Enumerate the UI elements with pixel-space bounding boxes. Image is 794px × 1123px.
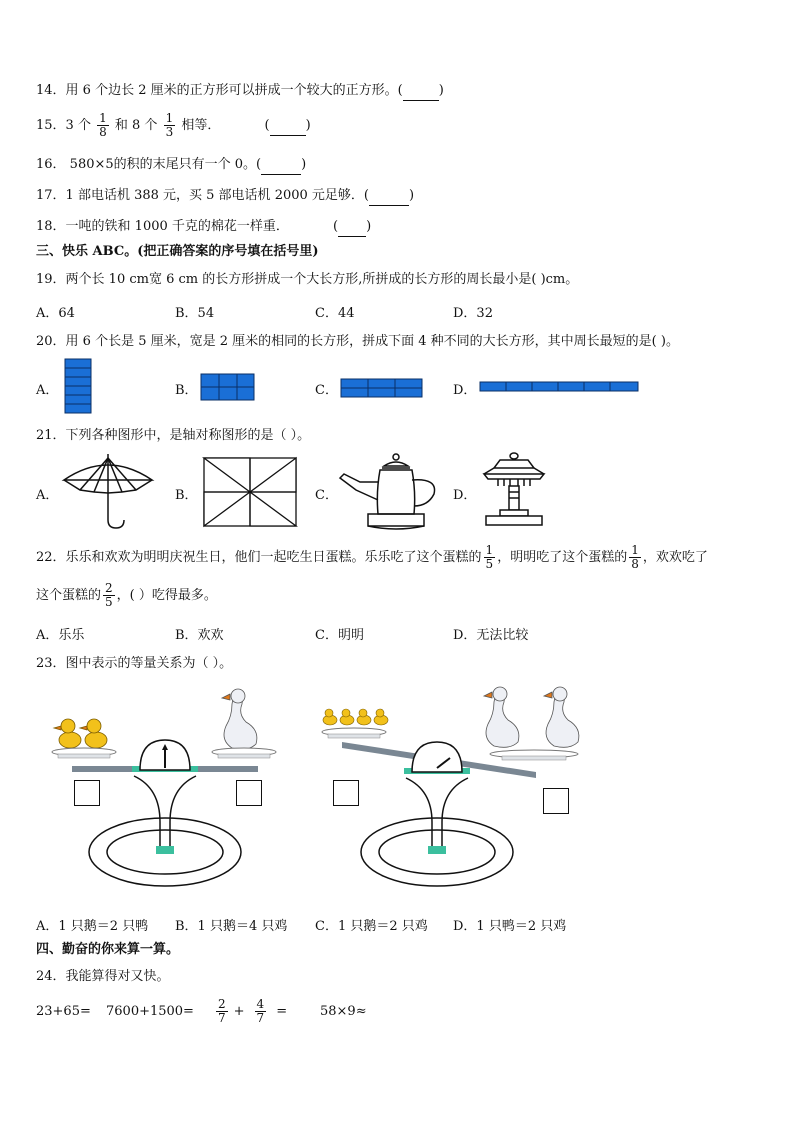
geese-group [484, 687, 579, 747]
q19-option-b[interactable]: B．54 [175, 306, 215, 321]
q21-option-a[interactable]: A． [36, 488, 59, 503]
fraction-1-3: $\frac{1}{3}$ [165, 111, 174, 139]
rectangle-arrangement-b [200, 373, 256, 403]
q23-option-a[interactable]: A．1 只鹅＝2 只鸭 [36, 919, 149, 934]
fraction-4-7: $\frac{4}{7}$ [256, 997, 265, 1025]
q22-option-d[interactable]: D．无法比较 [453, 628, 529, 643]
question-14: 14．用 6 个边长 2 厘米的正方形可以拼成一个较大的正方形。( ) [36, 82, 444, 101]
q20-option-b[interactable]: B． [175, 383, 198, 398]
pinwheel-figure [202, 456, 298, 528]
answer-blank-14[interactable] [403, 82, 439, 101]
q22-option-b[interactable]: B．欢欢 [175, 628, 224, 643]
q21-option-b[interactable]: B． [175, 488, 198, 503]
rectangle-arrangement-c [340, 378, 424, 400]
question-20: 20．用 6 个长是 5 厘米，宽是 2 厘米的相同的长方形，拼成下面 4 种不同的大长方形，其中周长最短的是( )。 [36, 334, 679, 349]
q19-option-d[interactable]: D．32 [453, 306, 493, 321]
scale-left-box-right[interactable] [236, 780, 262, 806]
q22-option-a[interactable]: A．乐乐 [36, 628, 85, 643]
fraction-1-8-b: $\frac{1}{8}$ [631, 543, 639, 571]
question-17: 17．1 部电话机 388 元，买 5 部电话机 2000 元足够．( ) [36, 187, 414, 206]
q20-option-c[interactable]: C． [315, 383, 338, 398]
teapot-figure [338, 452, 442, 530]
scale-right-box-right[interactable] [543, 788, 569, 814]
answer-blank-18[interactable] [338, 218, 366, 237]
q23-option-b[interactable]: B．1 只鹅＝4 只鸡 [175, 919, 288, 934]
fraction-1-5: $\frac{1}{5}$ [485, 543, 494, 571]
fraction-1-8: $\frac{1}{8}$ [99, 111, 107, 139]
question-21: 21．下列各种图形中，是轴对称图形的是（ ）。 [36, 428, 311, 443]
q23-option-d[interactable]: D．1 只鸭＝2 只鸡 [453, 919, 567, 934]
calc-expression-2: 7600+1500= [106, 1004, 194, 1019]
fraction-2-7: $\frac{2}{7}$ [218, 997, 226, 1025]
q21-option-d[interactable]: D． [453, 488, 477, 503]
q21-option-c[interactable]: C． [315, 488, 338, 503]
question-19: 19．两个长 10 cm宽 6 cm 的长方形拼成一个大长方形,所拼成的长方形的周长最小是( )cm。 [36, 272, 579, 287]
q23-option-c[interactable]: C．1 只鹅＝2 只鸡 [315, 919, 428, 934]
calc-expression-3: $\frac{2}{7}$ + $\frac{4}{7}$ = [218, 997, 288, 1025]
goose-figure [222, 689, 257, 754]
scale-right-box-left[interactable] [333, 780, 359, 806]
q20-option-a[interactable]: A． [36, 383, 59, 398]
question-22-line-1: 22．乐乐和欢欢为明明庆祝生日，他们一起吃生日蛋糕。乐乐吃了这个蛋糕的 $\frac{1}{5}$ ，明明吃了这个蛋糕的 $\frac{1}{8}$ ，欢欢吃了 [36, 543, 708, 571]
q19-option-a[interactable]: A．64 [36, 306, 75, 321]
rectangle-arrangement-d [479, 380, 641, 394]
umbrella-figure [60, 454, 156, 530]
scale-left-box-left[interactable] [74, 780, 100, 806]
lamp-figure [478, 452, 550, 530]
duck-group [54, 719, 107, 748]
q22-option-c[interactable]: C．明明 [315, 628, 364, 643]
section-3-heading: 三、快乐 ABC。(把正确答案的序号填在括号里) [36, 244, 319, 259]
chick-group [323, 709, 388, 725]
question-16: 16． 580×5的积的末尾只有一个 0。( ) [36, 156, 306, 175]
answer-blank-15[interactable] [270, 117, 306, 136]
question-23: 23．图中表示的等量关系为（ ）。 [36, 656, 233, 671]
question-15: 15．3 个 $\frac{1}{8}$ 和 8 个 $\frac{1}{3}$ 相等． ( ) [36, 111, 311, 139]
answer-blank-16[interactable] [261, 156, 301, 175]
calc-expression-4: 58×9≈ [320, 1004, 367, 1019]
section-4-heading: 四、勤奋的你来算一算。 [36, 942, 180, 957]
q19-option-c[interactable]: C．44 [315, 306, 355, 321]
question-24: 24．我能算得对又快。 [36, 969, 170, 984]
calc-expression-1: 23+65= [36, 1004, 91, 1019]
q20-option-d[interactable]: D． [453, 383, 477, 398]
rectangle-arrangement-a [64, 358, 94, 416]
question-18: 18．一吨的铁和 1000 千克的棉花一样重． ( ) [36, 218, 371, 237]
answer-blank-17[interactable] [369, 187, 409, 206]
question-22-line-2: 这个蛋糕的 $\frac{2}{5}$ ，( ）吃得最多。 [36, 581, 217, 609]
fraction-2-5: $\frac{2}{5}$ [105, 581, 113, 609]
